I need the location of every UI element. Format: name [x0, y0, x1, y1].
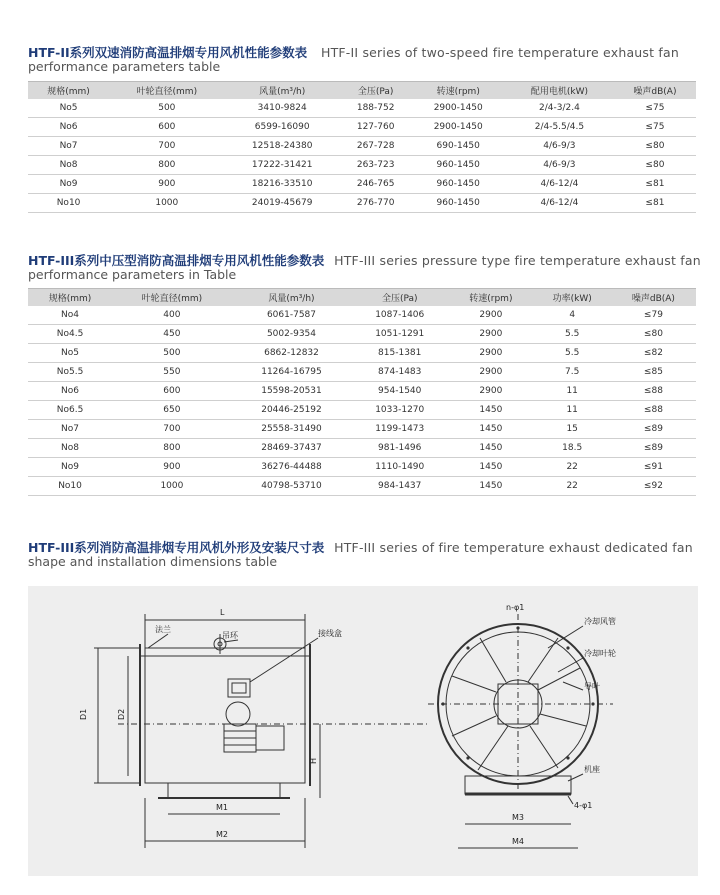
table-cell: 700 [112, 420, 232, 439]
table-cell: 127-760 [340, 118, 412, 137]
table-cell: 500 [109, 99, 224, 118]
leader-cooling-impeller [558, 658, 583, 672]
table1-header-row [28, 82, 696, 100]
table-cell: 800 [109, 156, 224, 175]
table-row [28, 363, 696, 382]
label-M1: M1 [216, 803, 228, 812]
table-row [28, 137, 696, 156]
table1-header-cell: 转速(rpm) [411, 82, 504, 100]
guide-vane-6 [452, 716, 496, 736]
table-row [28, 420, 696, 439]
section3-title-en: HTF-III series of fire temperature exhaust dedicated fan [334, 540, 693, 555]
table-cell: 36276-44488 [232, 458, 352, 477]
table-cell: 18.5 [534, 439, 611, 458]
dimension-drawing [28, 586, 698, 876]
table1-performance [28, 81, 696, 213]
table2-performance [28, 288, 696, 496]
table-cell: ≤82 [611, 344, 696, 363]
table-cell: No8 [28, 156, 109, 175]
table-row [28, 156, 696, 175]
label-flange: 法兰 [155, 625, 171, 634]
table-cell: No6 [28, 118, 109, 137]
table-cell: 5.5 [534, 325, 611, 344]
table-cell: 400 [112, 306, 232, 325]
table2-header-row [28, 289, 696, 307]
table-cell: 17222-31421 [225, 156, 340, 175]
table-cell: No7 [28, 420, 112, 439]
table-cell: 18216-33510 [225, 175, 340, 194]
section3-title-cn: HTF-III系列消防高温排烟专用风机外形及安装尺寸表 [28, 540, 325, 555]
table-cell: No9 [28, 458, 112, 477]
table-cell: 263-723 [340, 156, 412, 175]
guide-vane-4 [530, 726, 558, 768]
table-cell: No5 [28, 99, 109, 118]
leader-lifting-ring [224, 640, 238, 642]
table-cell: ≤75 [614, 118, 696, 137]
table2-header-cell: 规格(mm) [28, 289, 112, 307]
table-cell: 2/4-3/2.4 [505, 99, 614, 118]
table-cell: 4/6-12/4 [505, 175, 614, 194]
table-cell: 188-752 [340, 99, 412, 118]
table-cell: 1087-1406 [351, 306, 448, 325]
bolt-hole-3 [591, 702, 594, 705]
table-cell: 25558-31490 [232, 420, 352, 439]
table-cell: 600 [112, 382, 232, 401]
table-cell: 954-1540 [351, 382, 448, 401]
table-cell: ≤85 [611, 363, 696, 382]
table-cell: 900 [109, 175, 224, 194]
table-cell: ≤92 [611, 477, 696, 496]
table-cell: 650 [112, 401, 232, 420]
table-cell: No8 [28, 439, 112, 458]
junction-box-inner [232, 683, 246, 693]
leader-flange [148, 634, 168, 648]
table-cell: 4/6-12/4 [505, 194, 614, 213]
table-cell: 2900 [448, 382, 533, 401]
table2-header-cell: 功率(kW) [534, 289, 611, 307]
label-n-holes: n-φ1 [506, 603, 525, 612]
table-row [28, 382, 696, 401]
table-cell: 267-728 [340, 137, 412, 156]
table-cell: 2900-1450 [411, 118, 504, 137]
leader-base-holes [568, 796, 573, 804]
table-cell: 4/6-9/3 [505, 137, 614, 156]
table2-header-cell: 风量(m³/h) [232, 289, 352, 307]
table1-header-cell: 全压(Pa) [340, 82, 412, 100]
table-cell: 960-1450 [411, 194, 504, 213]
table1-header-cell: 配用电机(kW) [505, 82, 614, 100]
table-row [28, 344, 696, 363]
table1-title-en: HTF-II series of two-speed fire temperature exhaust fan [320, 45, 680, 60]
table-cell: 2900 [448, 306, 533, 325]
table-cell: No6.5 [28, 401, 112, 420]
table2-title-cn: HTF-III系列中压型消防高温排烟专用风机性能参数表 [28, 253, 325, 268]
table-cell: 15 [534, 420, 611, 439]
table-cell: 12518-24380 [225, 137, 340, 156]
table-cell: 2900-1450 [411, 99, 504, 118]
table-cell: 450 [112, 325, 232, 344]
table1-header-cell: 叶轮直径(mm) [109, 82, 224, 100]
table-cell: No5.5 [28, 363, 112, 382]
impeller-hub [256, 726, 284, 750]
label-M2: M2 [216, 830, 228, 839]
leader-junction-box [250, 638, 318, 682]
table-cell: 1450 [448, 477, 533, 496]
table-cell: 1450 [448, 458, 533, 477]
table-cell: 1000 [112, 477, 232, 496]
table-cell: No9 [28, 175, 109, 194]
bolt-hole-4 [566, 756, 569, 759]
table-cell: 550 [112, 363, 232, 382]
label-D2: D2 [117, 708, 126, 720]
table-cell: 22 [534, 458, 611, 477]
table2-title-en: HTF-III series pressure type fire temperature exhaust fan [334, 253, 701, 268]
table-cell: 600 [109, 118, 224, 137]
label-M4: M4 [512, 837, 524, 846]
table-cell: No5 [28, 344, 112, 363]
table2-title [28, 254, 701, 282]
table-cell: 11 [534, 401, 611, 420]
table-row [28, 325, 696, 344]
table-cell: No6 [28, 382, 112, 401]
label-guide-vane: 导叶 [584, 682, 600, 691]
table-cell: 2900 [448, 325, 533, 344]
table1-header-cell: 噪声dB(A) [614, 82, 696, 100]
table-cell: 500 [112, 344, 232, 363]
table-cell: 6862-12832 [232, 344, 352, 363]
table-cell: 22 [534, 477, 611, 496]
table2-title-en-2: performance parameters in Table [28, 267, 237, 282]
table-cell: 1000 [109, 194, 224, 213]
table-row [28, 477, 696, 496]
table-cell: 2/4-5.5/4.5 [505, 118, 614, 137]
label-lifting-ring: 吊环 [222, 631, 238, 640]
table-cell: No10 [28, 477, 112, 496]
table-cell: 1199-1473 [351, 420, 448, 439]
table2-header-cell: 全压(Pa) [351, 289, 448, 307]
label-cooling-impeller: 冷却叶轮 [584, 649, 616, 658]
table-cell: 815-1381 [351, 344, 448, 363]
label-M3: M3 [512, 813, 524, 822]
table-cell: 15598-20531 [232, 382, 352, 401]
table-cell: 981-1496 [351, 439, 448, 458]
table-cell: ≤80 [614, 137, 696, 156]
label-H: H [309, 757, 318, 764]
table-cell: 1450 [448, 420, 533, 439]
table1-title-en-2: performance parameters table [28, 59, 221, 74]
section3-title-en-2: shape and installation dimensions table [28, 554, 278, 569]
table-cell: 690-1450 [411, 137, 504, 156]
table-cell: 1450 [448, 439, 533, 458]
table-cell: 3410-9824 [225, 99, 340, 118]
label-base-holes: 4-φ1 [574, 801, 593, 810]
table-cell: 246-765 [340, 175, 412, 194]
table2-header-cell: 叶轮直径(mm) [112, 289, 232, 307]
guide-vane-7 [452, 676, 496, 692]
table-cell: ≤80 [614, 156, 696, 175]
label-cooling-duct: 冷却风管 [584, 617, 616, 626]
table-cell: 960-1450 [411, 175, 504, 194]
table-cell: ≤88 [611, 401, 696, 420]
table-cell: No10 [28, 194, 109, 213]
table-cell: 960-1450 [411, 156, 504, 175]
table-cell: 276-770 [340, 194, 412, 213]
table-row [28, 458, 696, 477]
table-cell: ≤89 [611, 439, 696, 458]
table-cell: 984-1437 [351, 477, 448, 496]
bolt-hole-2 [566, 646, 569, 649]
fan-body-side [145, 648, 305, 783]
guide-vane-5 [478, 726, 508, 770]
table-cell: 5002-9354 [232, 325, 352, 344]
label-D1: D1 [79, 708, 88, 720]
table1-title [28, 46, 679, 74]
guide-vane-3 [540, 714, 586, 726]
table2-header-cell: 噪声dB(A) [611, 289, 696, 307]
table-cell: ≤88 [611, 382, 696, 401]
table-row [28, 306, 696, 325]
table-cell: ≤81 [614, 175, 696, 194]
table-cell: ≤89 [611, 420, 696, 439]
table1-header-cell: 风量(m³/h) [225, 82, 340, 100]
table-cell: 1110-1490 [351, 458, 448, 477]
table-cell: 28469-37437 [232, 439, 352, 458]
table-cell: No4 [28, 306, 112, 325]
table-cell: 874-1483 [351, 363, 448, 382]
dimension-drawing-svg [28, 586, 698, 876]
motor-top [226, 702, 250, 726]
table1-header-cell: 规格(mm) [28, 82, 109, 100]
label-base: 机座 [584, 765, 600, 774]
table-cell: 1051-1291 [351, 325, 448, 344]
table-cell: 7.5 [534, 363, 611, 382]
label-junction-box: 接线盒 [318, 629, 342, 638]
table-cell: No4.5 [28, 325, 112, 344]
table-cell: ≤79 [611, 306, 696, 325]
table1-title-cn: HTF-II系列双速消防高温排烟专用风机性能参数表 [28, 45, 308, 60]
guide-vane-8 [480, 638, 506, 682]
leader-guide-vane [563, 682, 583, 690]
table-cell: 11264-16795 [232, 363, 352, 382]
table-row [28, 118, 696, 137]
bolt-hole-5 [466, 756, 469, 759]
table-cell: ≤81 [614, 194, 696, 213]
table-cell: 2900 [448, 363, 533, 382]
table-cell: 6599-16090 [225, 118, 340, 137]
table-cell: ≤80 [611, 325, 696, 344]
bolt-hole-1 [516, 626, 519, 629]
table-cell: 24019-45679 [225, 194, 340, 213]
table-row [28, 194, 696, 213]
bolt-hole-7 [466, 646, 469, 649]
table2-header-cell: 转速(rpm) [448, 289, 533, 307]
junction-box [228, 679, 250, 697]
table-cell: 40798-53710 [232, 477, 352, 496]
table-cell: No7 [28, 137, 109, 156]
table-cell: 11 [534, 382, 611, 401]
table-cell: 900 [112, 458, 232, 477]
table-cell: 4 [534, 306, 611, 325]
table-cell: 1033-1270 [351, 401, 448, 420]
table-cell: 2900 [448, 344, 533, 363]
table-row [28, 439, 696, 458]
label-L: L [220, 608, 225, 617]
table-cell: 5.5 [534, 344, 611, 363]
leader-base [568, 774, 583, 781]
section3-title [28, 541, 693, 569]
table-cell: 20446-25192 [232, 401, 352, 420]
table-cell: 6061-7587 [232, 306, 352, 325]
table-cell: 700 [109, 137, 224, 156]
table-row [28, 99, 696, 118]
table-row [28, 175, 696, 194]
table-cell: ≤75 [614, 99, 696, 118]
table-cell: ≤91 [611, 458, 696, 477]
table-cell: 4/6-9/3 [505, 156, 614, 175]
bolt-hole-6 [441, 702, 444, 705]
leader-cooling-duct [548, 626, 583, 648]
table-cell: 800 [112, 439, 232, 458]
table-cell: 1450 [448, 401, 533, 420]
table-row [28, 401, 696, 420]
